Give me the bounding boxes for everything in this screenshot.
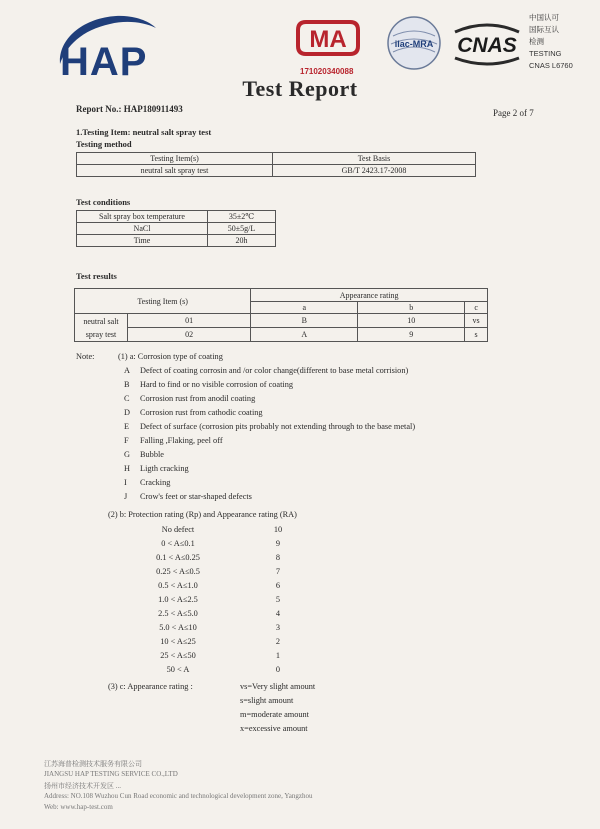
table-cell: vs [465,314,488,328]
table-cell: 50±5g/L [208,223,276,235]
ilac-mra-icon [385,14,443,72]
list-item [124,408,263,417]
footer-address-en: Address: NO.108 Wuzhou Cun Road economic and technological development zone, Yangzhou [44,792,313,800]
test-results-heading: Test results [76,271,117,281]
report-title: Test Report [242,76,358,101]
table-header-cell: b [358,302,465,314]
rating-range: 25 < A≤50 [160,651,196,660]
table-header-cell: Testing Item (s) [75,289,251,314]
rating-range: 10 < A≤25 [160,637,196,646]
rating-value: 7 [275,567,281,576]
list-item-code: F [124,436,129,445]
list-item [124,464,189,473]
list-item-text: Hard to find or no visible corrosion of coating [140,380,293,389]
rating-value: 9 [275,539,281,548]
list-item-text: Corrosion rust from anodil coating [140,394,256,403]
table-cell: Salt spray box temperature [77,211,208,223]
list-item-text: Falling ,Flaking, peel off [140,436,223,445]
testing-method-table [76,152,476,177]
rating-range: 0.5 < A≤1.0 [158,581,198,590]
table-row [75,314,488,328]
note-label: Note: [76,352,95,361]
list-item-code: C [124,394,130,403]
table-cell: GB/T 2423.17-2008 [273,165,476,177]
table-cell: 02 [128,328,251,342]
cnas-side-line: CNAS L6760 [529,61,573,70]
list-item [124,394,255,403]
list-item-code: B [124,380,130,389]
list-item-code: J [124,492,128,501]
rating-range: 5.0 < A≤10 [159,623,197,632]
rating-value: 5 [275,595,281,604]
rating-range: 0 < A≤0.1 [161,539,195,548]
rating-value: 3 [275,623,281,632]
cnas-side-line: 中国认可 [529,13,559,22]
table-cell: B [251,314,358,328]
table-row [77,211,276,223]
note-part2-label: (2) b: Protection rating (Rp) and Appearance rating (RA) [108,510,297,519]
note-part3-label: (3) c: Appearance rating : [108,682,193,691]
table-cell: Time [77,235,208,247]
list-item [124,436,223,445]
test-conditions-heading: Test conditions [76,197,131,207]
rating-range: No defect [161,525,195,534]
table-cell: A [251,328,358,342]
list-item [124,478,170,487]
table-row [77,223,276,235]
list-item-code: I [124,478,127,487]
cnas-side-text [529,12,573,72]
list-item [124,380,293,389]
table-cell: NaCl [77,223,208,235]
table-header-cell: a [251,302,358,314]
list-item [124,422,415,431]
rating-value: 8 [275,553,281,562]
cnas-mark-icon [449,20,525,68]
test-results-table [74,288,488,342]
note-part1-label: (1) a: Corrosion type of coating [118,352,223,361]
rating-value: 0 [275,665,281,674]
table-cell: 9 [358,328,465,342]
list-item-text: Cracking [140,478,171,487]
list-item-text: Ligth cracking [140,464,189,473]
cnas-side-line: TESTING [529,49,562,58]
testing-item-heading: 1.Testing Item: neutral salt spray test [76,127,212,137]
appearance-item: vs=Very slight amount [240,682,316,691]
rating-value: 2 [275,637,281,646]
list-item-text: Bubble [140,450,164,459]
table-cell: 20h [208,235,276,247]
rating-value: 4 [275,609,281,618]
cnas-mark-text: CNAS [457,34,517,57]
test-conditions-table [76,210,276,247]
table-cell: 35±2℃ [208,211,276,223]
rating-value: 6 [275,581,281,590]
list-item-code: D [124,408,130,417]
list-item [124,492,252,501]
rating-range: 1.0 < A≤2.5 [158,595,198,604]
appearance-item: m=moderate amount [240,710,309,719]
table-header-cell: Appearance rating [251,289,488,302]
rating-range: 0.1 < A≤0.25 [156,553,200,562]
list-item-text: Defect of surface (corrosion pits probably not extending through to the base metal) [140,422,416,431]
footer-address-cn: 扬州市经济技术开发区 ... [44,782,121,790]
table-row [75,328,488,342]
testing-method-heading: Testing method [76,139,132,149]
rating-range: 0.25 < A≤0.5 [156,567,200,576]
table-cell: s [465,328,488,342]
item-name-line: spray test [85,329,117,339]
list-item-text: Corrosion rust from cathodic coating [140,408,263,417]
cnas-side-line: 国际互认 [529,25,559,34]
table-header-cell: Test Basis [273,153,476,165]
table-header-cell: c [465,302,488,314]
cnas-side-line: 检测 [529,37,544,46]
appearance-item: x=excessive amount [240,724,308,733]
footer-company-en: JIANGSU HAP TESTING SERVICE CO.,LTD [44,770,178,778]
table-cell [75,314,128,342]
rating-range: 50 < A [166,665,190,674]
rating-value: 1 [275,651,281,660]
report-number: Report No.: HAP180911493 [76,104,183,114]
cma-mark-text: MA [309,26,347,53]
list-item-text: Defect of coating corrosin and /or color change(different to base metal corrision) [140,366,409,375]
list-item-code: G [124,450,130,459]
rating-value: 10 [273,525,283,534]
table-row [77,235,276,247]
ilac-mra-text: ilac-MRA [394,39,434,49]
list-item-text: Crow's feet or star-shaped defects [140,492,252,501]
table-cell: 01 [128,314,251,328]
list-item-code: A [124,366,130,375]
hap-logo-text: HAP [60,40,148,84]
table-cell: 10 [358,314,465,328]
item-name-line: neutral salt [83,316,119,326]
footer-company-cn: 江苏海普检测技术服务有限公司 [44,760,142,768]
cma-number: 171020340088 [300,67,354,76]
list-item [124,366,408,375]
table-header-cell: Testing Item(s) [77,153,273,165]
table-cell: neutral salt spray test [77,165,273,177]
cma-mark-icon [296,18,360,58]
appearance-item: s=slight amount [240,696,294,705]
list-item-code: H [124,464,130,473]
list-item-code: E [124,422,130,431]
list-item [124,450,164,459]
rating-range: 2.5 < A≤5.0 [158,609,198,618]
footer-web: Web: www.hap-test.com [44,803,113,811]
page-number: Page 2 of 7 [493,108,534,118]
